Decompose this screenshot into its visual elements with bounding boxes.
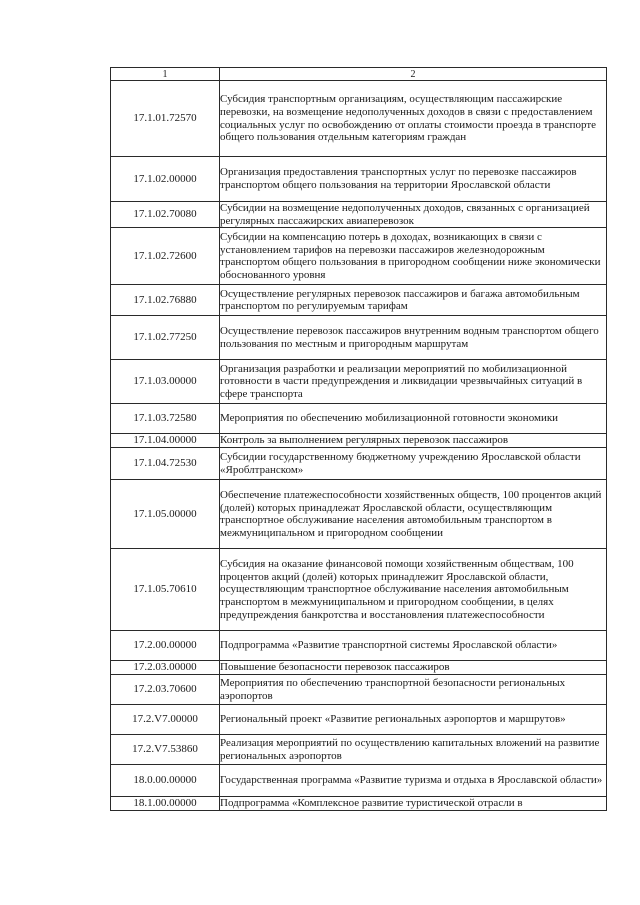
row-code: 17.1.05.70610 bbox=[111, 549, 220, 631]
row-code: 17.2.03.00000 bbox=[111, 661, 220, 675]
header-col-1: 1 bbox=[111, 68, 220, 81]
row-description: Контроль за выполнением регулярных перевозок пассажиров bbox=[220, 434, 607, 448]
row-code: 17.2.00.00000 bbox=[111, 631, 220, 661]
row-code: 17.1.02.76880 bbox=[111, 285, 220, 316]
row-description: Субсидии на возмещение недополученных доходов, связанных с организацией регулярных пассажирских авиаперевозок bbox=[220, 202, 607, 228]
table-row bbox=[111, 360, 607, 404]
row-description: Субсидия транспортным организациям, осуществляющим пассажирские перевозки, на возмещение недополученных доходов в связи с предоставлением социальных услуг по освобождению от оплаты стоимости проезда в транспорте общего пользования отдельным категориям граждан bbox=[220, 81, 607, 157]
row-description: Государственная программа «Развитие туризма и отдыха в Ярославской области» bbox=[220, 765, 607, 797]
row-description: Подпрограмма «Развитие транспортной системы Ярославской области» bbox=[220, 631, 607, 661]
row-code: 18.1.00.00000 bbox=[111, 797, 220, 811]
row-code: 17.1.05.00000 bbox=[111, 480, 220, 549]
table-row bbox=[111, 448, 607, 480]
row-code: 17.1.01.72570 bbox=[111, 81, 220, 157]
row-description: Организация предоставления транспортных услуг по перевозке пассажиров транспортом общего пользования на территории Ярославской области bbox=[220, 157, 607, 202]
table-row bbox=[111, 316, 607, 360]
table-row bbox=[111, 434, 607, 448]
table-row bbox=[111, 765, 607, 797]
row-code: 17.1.02.77250 bbox=[111, 316, 220, 360]
row-description: Осуществление перевозок пассажиров внутренним водным транспортом общего пользования по местным и пригородным маршрутам bbox=[220, 316, 607, 360]
row-description: Обеспечение платежеспособности хозяйственных обществ, 100 процентов акций (долей) которых принадлежат Ярославской области, осуществляющим транспортное обслуживание населения автомобильным транспортом в межмуниципальном и пригородном сообщении bbox=[220, 480, 607, 549]
row-code: 17.1.03.00000 bbox=[111, 360, 220, 404]
table-row bbox=[111, 675, 607, 705]
table-row bbox=[111, 285, 607, 316]
header-col-2: 2 bbox=[220, 68, 607, 81]
row-code: 17.1.04.72530 bbox=[111, 448, 220, 480]
row-code: 17.1.02.70080 bbox=[111, 202, 220, 228]
table-row bbox=[111, 157, 607, 202]
row-description: Мероприятия по обеспечению мобилизационной готовности экономики bbox=[220, 404, 607, 434]
row-code: 17.1.03.72580 bbox=[111, 404, 220, 434]
table-row bbox=[111, 202, 607, 228]
row-description: Реализация мероприятий по осуществлению капитальных вложений на развитие региональных аэропортов bbox=[220, 735, 607, 765]
row-description: Субсидия на оказание финансовой помощи хозяйственным обществам, 100 процентов акций (долей) которых принадлежит Ярославской области, осуществляющим транспортное обслуживание населения автомобильным транспортом в межмуниципальном и пригородном сообщении, в целях предупреждения банкротства и восстановления платежеспособности bbox=[220, 549, 607, 631]
table-row bbox=[111, 480, 607, 549]
table-row bbox=[111, 228, 607, 285]
table-row bbox=[111, 797, 607, 811]
budget-classification-table bbox=[110, 67, 607, 811]
row-description: Мероприятия по обеспечению транспортной безопасности региональных аэропортов bbox=[220, 675, 607, 705]
row-code: 17.2.03.70600 bbox=[111, 675, 220, 705]
row-description: Осуществление регулярных перевозок пассажиров и багажа автомобильным транспортом по регулируемым тарифам bbox=[220, 285, 607, 316]
row-code: 17.1.02.72600 bbox=[111, 228, 220, 285]
table-row bbox=[111, 404, 607, 434]
row-description: Повышение безопасности перевозок пассажиров bbox=[220, 661, 607, 675]
row-code: 17.1.04.00000 bbox=[111, 434, 220, 448]
table-row bbox=[111, 661, 607, 675]
row-code: 17.2.V7.00000 bbox=[111, 705, 220, 735]
table-row bbox=[111, 735, 607, 765]
table-header-row bbox=[111, 68, 607, 81]
row-code: 17.1.02.00000 bbox=[111, 157, 220, 202]
row-code: 18.0.00.00000 bbox=[111, 765, 220, 797]
table-row bbox=[111, 81, 607, 157]
row-description: Подпрограмма «Комплексное развитие туристической отрасли в bbox=[220, 797, 607, 811]
row-description: Субсидии на компенсацию потерь в доходах, возникающих в связи с установлением тарифов на перевозки пассажиров железнодорожным транспортом общего пользования в пригородном сообщении ниже экономически обоснованного уровня bbox=[220, 228, 607, 285]
row-description: Региональный проект «Развитие региональных аэропортов и маршрутов» bbox=[220, 705, 607, 735]
table-row bbox=[111, 631, 607, 661]
row-description: Субсидии государственному бюджетному учреждению Ярославской области «Яроблтранском» bbox=[220, 448, 607, 480]
row-description: Организация разработки и реализации мероприятий по мобилизационной готовности в части предупреждения и ликвидации чрезвычайных ситуаций в сфере транспорта bbox=[220, 360, 607, 404]
table-row bbox=[111, 549, 607, 631]
row-code: 17.2.V7.53860 bbox=[111, 735, 220, 765]
table-row bbox=[111, 705, 607, 735]
